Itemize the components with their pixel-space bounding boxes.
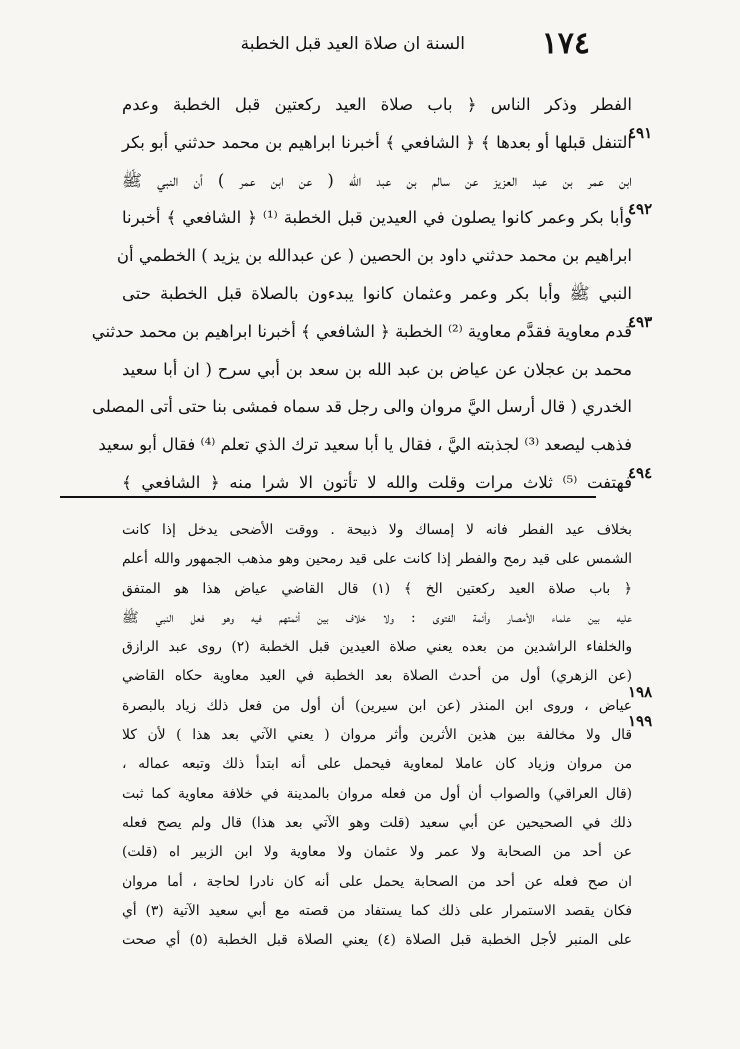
footnote-line: (قال العراقي) والصواب أن أول من فعله مروان بالمدينة في خلافة معاوية كما ثبت: [122, 785, 632, 802]
footnote-margin-number: ١٩٩: [628, 712, 653, 730]
main-text: [91, 86, 632, 502]
text-line: ابراهيم بن محمد حدثني داود بن الحصين ( عن عبدالله بن يزيد ) الخطمي أن: [116, 246, 632, 266]
text-line: النبي ﷺ وأبا بكر وعمر وعثمان كانوا يبدءون بالصلاة قبل الخطبة حتى: [122, 283, 632, 303]
text-line: فذهب ليصعد ⁽³⁾ لجذبته اليَّ ، فقال يا أبا سعيد ترك الذي تعلم ⁽⁴⁾ فقال أبو سعيد: [98, 435, 632, 455]
text-line: وأبا بكر وعمر كانوا يصلون في العيدين قبل الخطبة ⁽¹⁾ ﴿ الشافعي ﴾ أخبرنا: [122, 208, 632, 228]
footnote-line: ذلك في الصحيحين عن أبي سعيد (قلت وهو الآتي بعد هذا) قال ولم يصح فعله: [122, 814, 632, 831]
footnote-line: فكان يقصد الاستمرار على ذلك كما يستفاد من قصته مع أبي سعيد الآتية (٣) أي: [122, 902, 632, 919]
footnote-line: من مروان وزياد كان عاملا لمعاوية فيحمل على أنه ابتدأ ذلك وتبعه عماله ،: [122, 756, 632, 773]
footnote-line: والخلفاء الراشدين من بعده يعني صلاة العيدين قبل الخطبة (٢) روى عبد الرازق: [122, 639, 632, 656]
page-number: ١٧٤: [541, 26, 590, 61]
footnote-line: على المنبر لأجل الخطبة قبل الصلاة (٤) يعني الصلاة قبل الخطبة (٥) أي صحت: [122, 932, 632, 949]
footnote-line: عن أحد من الصحابة ولا عمر ولا عثمان ولا معاوية ولا ابن الزبير اه (قلت): [122, 844, 632, 861]
text-line: قدم معاوية فقدَّم معاوية ⁽²⁾ الخطبة ﴿ الشافعي ﴾ أخبرنا ابراهيم بن محمد حدثني: [91, 321, 632, 341]
footnote-line: ﴿ باب صلاة العيد ركعتين الخ ﴾ (١) قال القاضي عياض هذا هو المتفق: [122, 580, 633, 597]
footnote-line: الشمس على قيد رمح والفطر إذا كانت على قيد رمحين وهو مذهب الجمهور والله أعلم: [122, 551, 632, 568]
footnote-margin-number: ١٩٨: [628, 683, 653, 701]
hadith-number: ٤٩٤: [628, 464, 653, 482]
footnotes: [122, 516, 632, 955]
footnote-line: بخلاف عيد الفطر فانه لا إمساك ولا ذبيحة . ووقت الأضحى يدخل إذا كانت: [122, 522, 632, 538]
footnote-line: (عن الزهري) أول من أحدث الصلاة بعد الخطبة في العيد معاوية حكاه القاضي: [122, 668, 632, 685]
text-line: محمد بن عجلان عن عياض بن عبد الله بن سعد بن أبي سرح ( ان أبا سعيد: [122, 359, 632, 379]
footnote-line: قال ولا مخالفة بين هذين الأثرين وأثر مروان ( يعني الآتي بعد هذا ) لأن كلا: [122, 727, 632, 744]
hadith-number: ٤٩٣: [628, 313, 653, 331]
text-line: الفطر وذكر الناس ﴿ باب صلاة العيد ركعتين قبل الخطبة وعدم: [122, 95, 632, 114]
footnote-line: عياض ، وروى ابن المنذر (عن ابن سيرين) أن أول من فعل ذلك زياد بالبصرة: [122, 697, 632, 714]
text-line: التنفل قبلها أو بعدها ﴾ ﴿ الشافعي ﴾ أخبرنا ابراهيم بن محمد حدثني أبو بكر: [122, 132, 632, 152]
footnote-line: عليه بين علماء الأمصار وأئمة الفتوى : ولا خلاف بين أئمتهم فيه وهو فعل النبي ﷺ: [122, 609, 632, 626]
footnote-line: ان صح فعله عن أحد من الصحابة يحمل على أنه كان نادرا لحاجة ، أما مروان: [122, 873, 632, 890]
text-line: ابن عمر بن عبد العزيز عن سالم بن عبد الله ( عن ابن عمر ) أن النبي ﷺ: [122, 170, 632, 190]
running-title: السنة ان صلاة العيد قبل الخطبة: [240, 34, 465, 54]
page-header: [190, 28, 590, 64]
hadith-number: ٤٩١: [628, 124, 653, 142]
text-line: الخدري ( قال أرسل اليَّ مروان والى رجل قد سماه فمشى بنا حتى أتى المصلى: [91, 397, 632, 417]
footnote-divider: [60, 496, 596, 498]
hadith-number: ٤٩٢: [628, 200, 653, 218]
text-line: فهتفت ⁽⁵⁾ ثلاث مرات وقلت والله لا تأتون الا شرا منه ﴿ الشافعي ﴾: [122, 472, 632, 492]
